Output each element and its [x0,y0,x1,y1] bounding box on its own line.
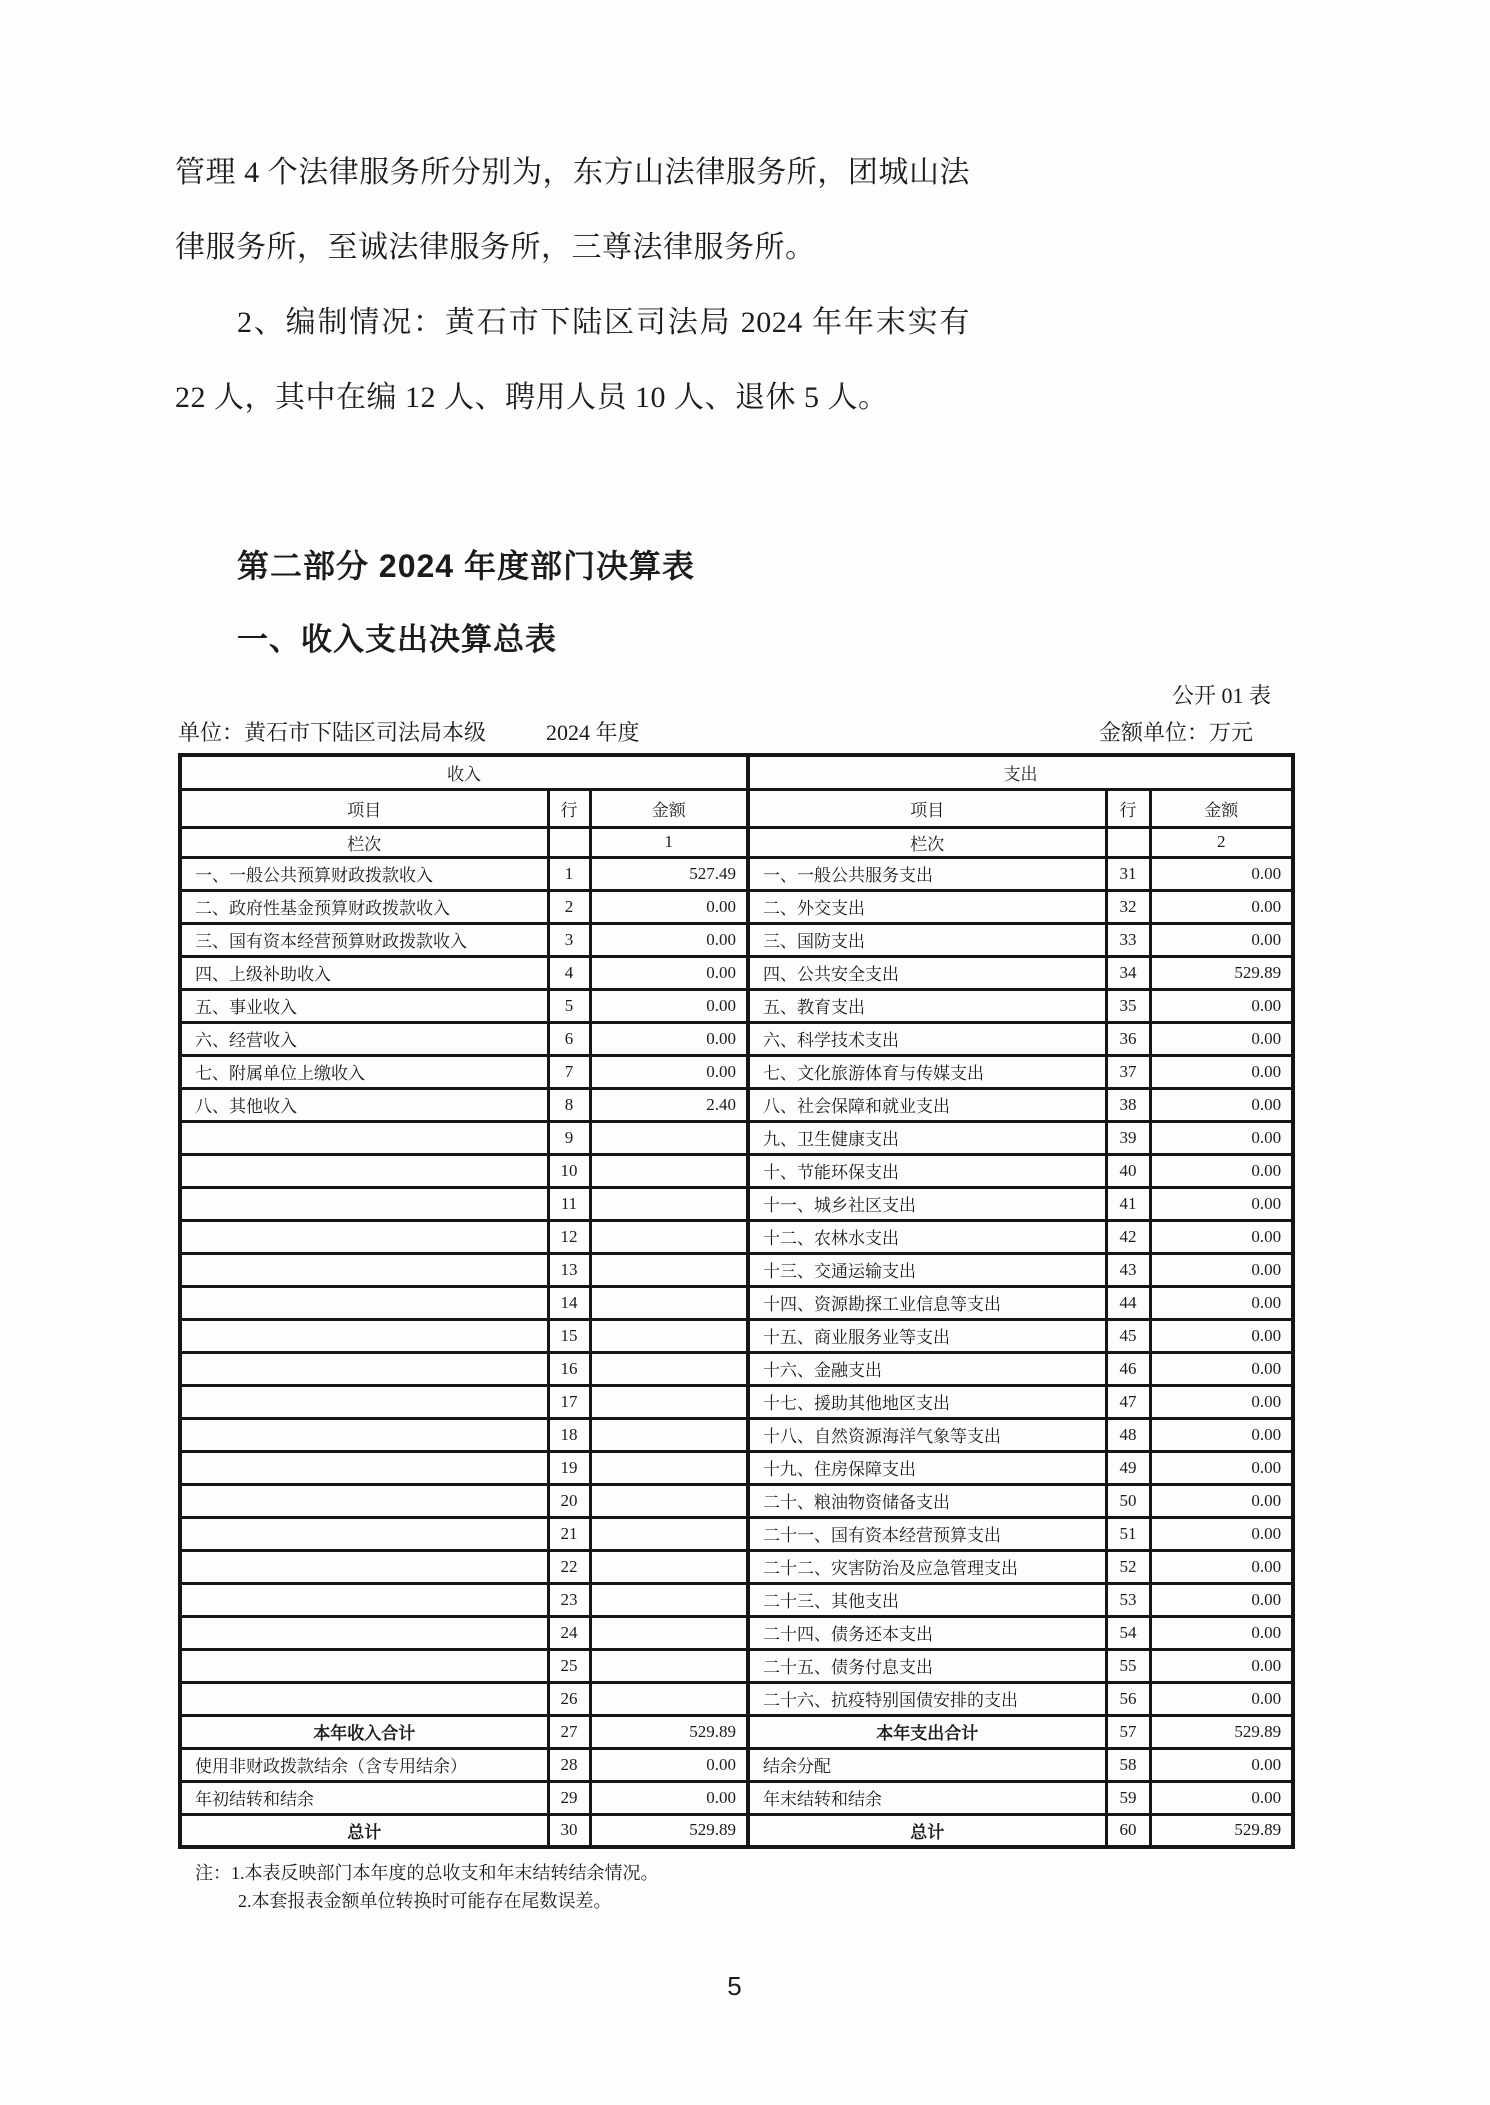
expense-item-cell: 十九、住房保障支出 [748,1451,1106,1484]
income-amount-cell: 0.00 [590,989,748,1022]
expense-line-header: 行 [1106,789,1150,827]
income-line-cell: 22 [548,1550,590,1583]
expense-amount-cell: 529.89 [1150,1715,1293,1748]
expense-amount-cell: 0.00 [1150,1484,1293,1517]
expense-item-cell: 二十六、抗疫特别国债安排的支出 [748,1682,1106,1715]
income-item-cell: 使用非财政拨款结余（含专用结余） [180,1748,548,1781]
table-row [180,923,1293,956]
income-line-cell: 27 [548,1715,590,1748]
income-line-cell: 18 [548,1418,590,1451]
income-amount-cell [590,1451,748,1484]
expense-line-cell: 50 [1106,1484,1150,1517]
expense-line-cell: 41 [1106,1187,1150,1220]
income-amount-cell [590,1517,748,1550]
expense-line-cell: 39 [1106,1121,1150,1154]
expense-amount-cell: 0.00 [1150,1748,1293,1781]
income-line-cell: 10 [548,1154,590,1187]
table-row [180,1253,1293,1286]
year-label: 2024 年度 [546,720,640,745]
income-line-cell: 17 [548,1385,590,1418]
income-item-header: 项目 [180,789,548,827]
income-item-cell [180,1649,548,1682]
income-item-cell: 四、上级补助收入 [180,956,548,989]
income-amount-cell [590,1187,748,1220]
income-amount-cell [590,1682,748,1715]
table-title: 一、收入支出决算总表 [237,622,557,657]
expense-amount-cell: 0.00 [1150,1451,1293,1484]
expense-line-cell: 56 [1106,1682,1150,1715]
expense-line-cell: 44 [1106,1286,1150,1319]
income-line-cell: 19 [548,1451,590,1484]
table-row [180,1781,1293,1814]
table-row [180,1286,1293,1319]
table-row [180,1418,1293,1451]
expense-line-cell: 58 [1106,1748,1150,1781]
expense-item-cell: 二十一、国有资本经营预算支出 [748,1517,1106,1550]
income-item-cell [180,1253,548,1286]
table-row [180,1055,1293,1088]
income-line-cell: 30 [548,1814,590,1847]
expense-amount-cell: 0.00 [1150,1253,1293,1286]
income-item-cell [180,1187,548,1220]
expense-amount-cell: 0.00 [1150,923,1293,956]
income-amount-cell [590,1220,748,1253]
expense-item-cell: 四、公共安全支出 [748,956,1106,989]
expense-amount-cell: 0.00 [1150,1385,1293,1418]
income-line-cell: 25 [548,1649,590,1682]
income-amount-cell [590,1385,748,1418]
expense-line-cell: 35 [1106,989,1150,1022]
income-amount-cell: 529.89 [590,1814,748,1847]
income-line-cell: 23 [548,1583,590,1616]
expense-item-cell: 总计 [748,1814,1106,1847]
expense-amount-cell: 0.00 [1150,1055,1293,1088]
income-line-cell: 6 [548,1022,590,1055]
table-row [180,1088,1293,1121]
table-zone [178,679,1291,1915]
table-row [180,1121,1293,1154]
income-amount-header: 金额 [590,789,748,827]
income-item-cell [180,1220,548,1253]
expense-item-cell: 结余分配 [748,1748,1106,1781]
income-amount-cell [590,1286,748,1319]
expense-line-cell: 33 [1106,923,1150,956]
expense-amount-cell: 0.00 [1150,1088,1293,1121]
expense-line-cell: 31 [1106,857,1150,890]
income-amount-cell [590,1583,748,1616]
income-item-cell [180,1352,548,1385]
income-line-cell: 12 [548,1220,590,1253]
income-line-cell: 16 [548,1352,590,1385]
income-line-cell: 13 [548,1253,590,1286]
expense-item-cell: 二十三、其他支出 [748,1583,1106,1616]
expense-line-cell: 59 [1106,1781,1150,1814]
expense-line-cell: 49 [1106,1451,1150,1484]
expense-amount-cell: 529.89 [1150,956,1293,989]
table-lanci-row [180,827,1293,857]
expense-line-cell: 36 [1106,1022,1150,1055]
expense-item-cell: 十五、商业服务业等支出 [748,1319,1106,1352]
table-row [180,1715,1293,1748]
amount-unit-label: 金额单位：万元 [1098,720,1253,745]
income-line-cell: 1 [548,857,590,890]
paragraph: 管理 4 个法律服务所分别为，东方山法律服务所，团城山法律服务所，至诚法律服务所，三尊法律服务所。 [175,156,970,264]
table-row [180,1814,1293,1847]
expense-item-cell: 一、一般公共服务支出 [748,857,1106,890]
expense-line-cell: 51 [1106,1517,1150,1550]
income-amount-cell: 0.00 [590,1781,748,1814]
expense-header-cell: 支出 [748,755,1293,789]
expense-amount-cell: 0.00 [1150,857,1293,890]
income-item-cell: 年初结转和结余 [180,1781,548,1814]
table-row [180,1484,1293,1517]
expense-line-cell: 46 [1106,1352,1150,1385]
income-amount-cell: 0.00 [590,956,748,989]
expense-line-cell: 43 [1106,1253,1150,1286]
expense-line-cell: 45 [1106,1319,1150,1352]
table-row [180,1682,1293,1715]
table-row [180,857,1293,890]
table-column-header-row [180,789,1293,827]
income-line-cell: 14 [548,1286,590,1319]
income-line-cell: 15 [548,1319,590,1352]
income-item-cell [180,1583,548,1616]
income-lanci-line-cell [548,827,590,857]
income-amount-cell: 0.00 [590,1748,748,1781]
income-line-cell: 26 [548,1682,590,1715]
table-row [180,956,1293,989]
table-row [180,1550,1293,1583]
expense-amount-cell: 0.00 [1150,1517,1293,1550]
income-amount-cell: 2.40 [590,1088,748,1121]
income-line-cell: 3 [548,923,590,956]
expense-line-cell: 47 [1106,1385,1150,1418]
income-item-cell: 六、经营收入 [180,1022,548,1055]
expense-item-cell: 二十五、债务付息支出 [748,1649,1106,1682]
table-row [180,1583,1293,1616]
income-amount-cell: 0.00 [590,890,748,923]
income-item-cell [180,1121,548,1154]
expense-amount-cell: 0.00 [1150,1781,1293,1814]
income-item-cell [180,1286,548,1319]
decision-table-body [180,857,1293,1847]
table-row [180,890,1293,923]
expense-line-cell: 53 [1106,1583,1150,1616]
table-row [180,1451,1293,1484]
expense-amount-cell: 529.89 [1150,1814,1293,1847]
expense-line-cell: 60 [1106,1814,1150,1847]
income-item-cell [180,1682,548,1715]
expense-amount-cell: 0.00 [1150,1022,1293,1055]
income-line-cell: 7 [548,1055,590,1088]
expense-item-cell: 十四、资源勘探工业信息等支出 [748,1286,1106,1319]
income-line-cell: 24 [548,1616,590,1649]
income-amount-cell [590,1319,748,1352]
expense-item-cell: 十三、交通运输支出 [748,1253,1106,1286]
expense-amount-cell: 0.00 [1150,1319,1293,1352]
expense-amount-cell: 0.00 [1150,1682,1293,1715]
expense-amount-cell: 0.00 [1150,1352,1293,1385]
income-amount-cell [590,1550,748,1583]
expense-line-cell: 38 [1106,1088,1150,1121]
expense-amount-cell: 0.00 [1150,1418,1293,1451]
income-item-cell [180,1385,548,1418]
expense-item-cell: 本年支出合计 [748,1715,1106,1748]
page-number: 5 [727,1971,742,2001]
income-line-cell: 21 [548,1517,590,1550]
income-item-cell [180,1451,548,1484]
income-header-cell: 收入 [180,755,748,789]
income-line-cell: 5 [548,989,590,1022]
income-amount-cell: 0.00 [590,1022,748,1055]
income-item-cell [180,1319,548,1352]
expense-line-cell: 52 [1106,1550,1150,1583]
income-item-cell [180,1550,548,1583]
table-row [180,1154,1293,1187]
income-item-cell: 七、附属单位上缴收入 [180,1055,548,1088]
expense-col-index-cell: 2 [1150,827,1293,857]
expense-amount-cell: 0.00 [1150,989,1293,1022]
expense-amount-header: 金额 [1150,789,1293,827]
table-row [180,1748,1293,1781]
income-col-index-cell: 1 [590,827,748,857]
expense-item-cell: 年末结转和结余 [748,1781,1106,1814]
unit-label: 单位：黄石市下陆区司法局本级 [178,720,487,745]
expense-line-cell: 32 [1106,890,1150,923]
expense-item-cell: 二、外交支出 [748,890,1106,923]
expense-line-cell: 40 [1106,1154,1150,1187]
income-item-cell: 二、政府性基金预算财政拨款收入 [180,890,548,923]
income-item-cell [180,1616,548,1649]
expense-item-cell: 七、文化旅游体育与传媒支出 [748,1055,1106,1088]
income-amount-cell: 0.00 [590,923,748,956]
expense-line-cell: 55 [1106,1649,1150,1682]
expense-amount-cell: 0.00 [1150,1583,1293,1616]
expense-line-cell: 34 [1106,956,1150,989]
income-amount-cell: 527.49 [590,857,748,890]
expense-item-header: 项目 [748,789,1106,827]
expense-line-cell: 42 [1106,1220,1150,1253]
expense-amount-cell: 0.00 [1150,890,1293,923]
income-item-cell: 三、国有资本经营预算财政拨款收入 [180,923,548,956]
table-row [180,1220,1293,1253]
income-item-cell: 八、其他收入 [180,1088,548,1121]
section-title: 第二部分 2024 年度部门决算表 [237,548,695,584]
income-amount-cell [590,1352,748,1385]
expense-item-cell: 十八、自然资源海洋气象等支出 [748,1418,1106,1451]
table-meta-line [178,716,1291,747]
table-notes [178,1859,1291,1915]
income-item-cell: 本年收入合计 [180,1715,548,1748]
note-line: 2.本套报表金额单位转换时可能存在尾数误差。 [238,1891,612,1911]
income-item-cell: 总计 [180,1814,548,1847]
expense-item-cell: 二十二、灾害防治及应急管理支出 [748,1550,1106,1583]
expense-amount-cell: 0.00 [1150,1286,1293,1319]
income-amount-cell [590,1484,748,1517]
income-amount-cell [590,1253,748,1286]
income-amount-cell [590,1418,748,1451]
expense-item-cell: 十二、农林水支出 [748,1220,1106,1253]
expense-amount-cell: 0.00 [1150,1154,1293,1187]
expense-item-cell: 三、国防支出 [748,923,1106,956]
expense-item-cell: 六、科学技术支出 [748,1022,1106,1055]
income-item-cell [180,1484,548,1517]
income-amount-cell [590,1154,748,1187]
table-row [180,1022,1293,1055]
expense-amount-cell: 0.00 [1150,1550,1293,1583]
income-line-cell: 20 [548,1484,590,1517]
table-head-rows [180,755,1293,857]
income-line-cell: 9 [548,1121,590,1154]
expense-item-cell: 九、卫生健康支出 [748,1121,1106,1154]
income-line-cell: 4 [548,956,590,989]
table-row [180,1517,1293,1550]
income-line-cell: 29 [548,1781,590,1814]
income-amount-cell [590,1649,748,1682]
table-row [180,1385,1293,1418]
income-line-header: 行 [548,789,590,827]
expense-lanci-line-cell [1106,827,1150,857]
income-item-cell [180,1418,548,1451]
income-item-cell: 一、一般公共预算财政拨款收入 [180,857,548,890]
income-amount-cell: 529.89 [590,1715,748,1748]
table-row [180,989,1293,1022]
expense-item-cell: 十六、金融支出 [748,1352,1106,1385]
income-line-cell: 11 [548,1187,590,1220]
table-row [180,1352,1293,1385]
income-line-cell: 28 [548,1748,590,1781]
income-amount-cell [590,1616,748,1649]
table-row [180,1319,1293,1352]
expense-item-cell: 八、社会保障和就业支出 [748,1088,1106,1121]
expense-item-cell: 十、节能环保支出 [748,1154,1106,1187]
table-row [180,1649,1293,1682]
income-item-cell [180,1154,548,1187]
expense-amount-cell: 0.00 [1150,1616,1293,1649]
table-group-header-row [180,755,1293,789]
income-expense-table [178,753,1295,1849]
income-line-cell: 2 [548,890,590,923]
expense-line-cell: 57 [1106,1715,1150,1748]
expense-line-cell: 54 [1106,1616,1150,1649]
expense-amount-cell: 0.00 [1150,1187,1293,1220]
expense-item-cell: 五、教育支出 [748,989,1106,1022]
income-lanci-cell: 栏次 [180,827,548,857]
expense-item-cell: 十七、援助其他地区支出 [748,1385,1106,1418]
expense-amount-cell: 0.00 [1150,1220,1293,1253]
note-line: 注：1.本表反映部门本年度的总收支和年末结转结余情况。 [195,1863,659,1883]
income-amount-cell [590,1121,748,1154]
expense-item-cell: 二十四、债务还本支出 [748,1616,1106,1649]
income-item-cell: 五、事业收入 [180,989,548,1022]
table-row [180,1616,1293,1649]
body-paragraphs [175,135,970,435]
paragraph: 2、编制情况：黄石市下陆区司法局 2024 年年末实有 22 人，其中在编 12 人、聘用人员 10 人、退休 5 人。 [175,306,970,414]
expense-amount-cell: 0.00 [1150,1649,1293,1682]
expense-item-cell: 十一、城乡社区支出 [748,1187,1106,1220]
table-row [180,1187,1293,1220]
expense-line-cell: 37 [1106,1055,1150,1088]
expense-lanci-cell: 栏次 [748,827,1106,857]
expense-item-cell: 二十、粮油物资储备支出 [748,1484,1106,1517]
income-item-cell [180,1517,548,1550]
income-line-cell: 8 [548,1088,590,1121]
expense-amount-cell: 0.00 [1150,1121,1293,1154]
table-code: 公开 01 表 [1171,683,1271,708]
income-amount-cell: 0.00 [590,1055,748,1088]
expense-line-cell: 48 [1106,1418,1150,1451]
